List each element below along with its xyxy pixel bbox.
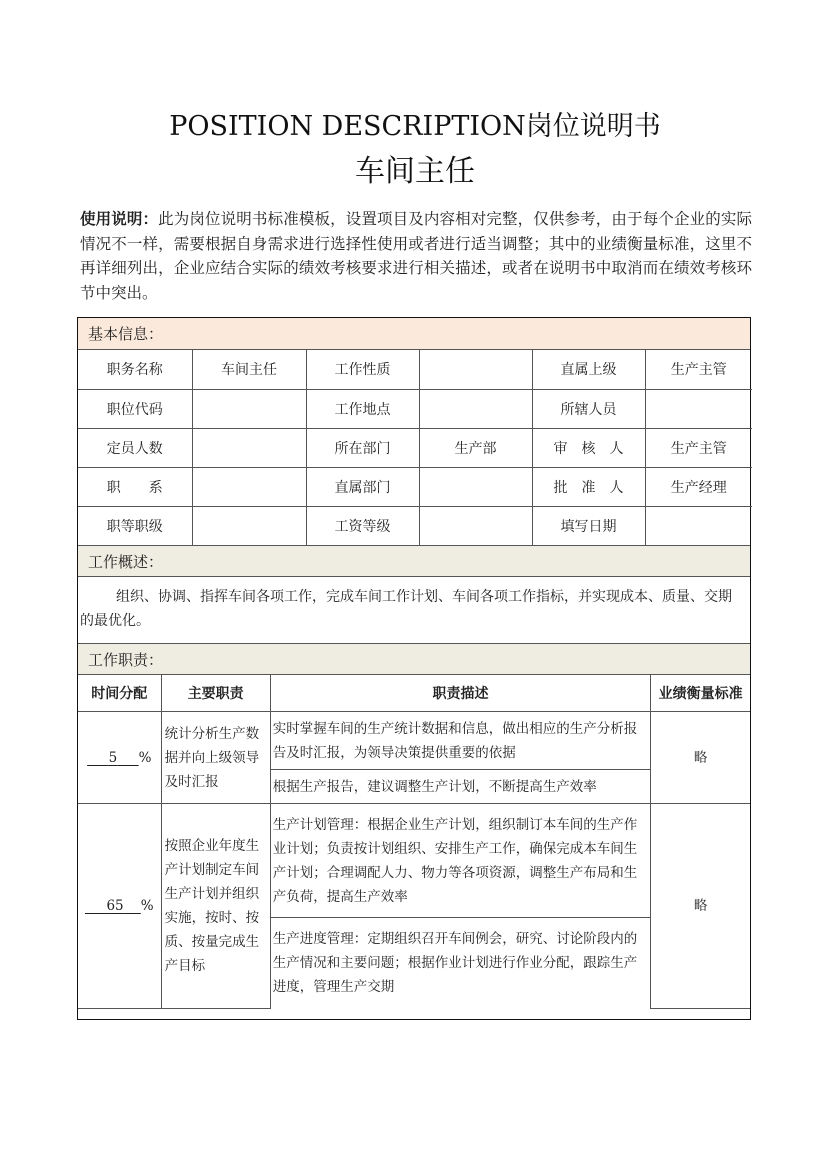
time-allocation: [78, 712, 161, 804]
duty-row: [78, 712, 750, 770]
info-label: 职 系: [78, 467, 192, 506]
info-label: 职位代码: [78, 389, 192, 428]
duty-row: [78, 804, 750, 918]
info-value: [192, 428, 306, 467]
usage-note: [80, 207, 752, 305]
duty-description: 实时掌握车间的生产统计数据和信息，做出相应的生产分析报告及时汇报，为领导决策提供重要的依据: [270, 712, 651, 770]
info-label: 所在部门: [306, 428, 419, 467]
duties-header-row: [78, 675, 750, 712]
info-value: [192, 506, 306, 545]
time-allocation: [78, 804, 161, 1009]
performance-standard: 略: [651, 712, 750, 804]
time-allocation-value: 5: [108, 749, 118, 766]
info-row: [78, 389, 752, 428]
duties-header: 工作职责：: [78, 643, 750, 675]
info-value: [645, 389, 752, 428]
info-label: 职等职级: [78, 506, 192, 545]
time-allocation-unit: %: [140, 898, 154, 914]
info-value: 生产主管: [645, 350, 752, 389]
info-value: [645, 506, 752, 545]
info-value: [192, 389, 306, 428]
info-row: [78, 506, 752, 545]
column-header-desc: 职责描述: [270, 675, 651, 712]
info-label: 审 核 人: [532, 428, 645, 467]
column-header-time: 时间分配: [78, 675, 161, 712]
overview-header: 工作概述：: [78, 545, 750, 577]
main-duty: 统计分析生产数据并向上级领导及时汇报: [161, 712, 270, 804]
usage-note-lead: 使用说明：: [80, 210, 159, 228]
info-row: [78, 428, 752, 467]
info-value: [419, 350, 532, 389]
basic-info-table: [78, 350, 752, 545]
performance-standard: 略: [651, 804, 750, 1009]
info-label: 工资等级: [306, 506, 419, 545]
info-value: [419, 389, 532, 428]
info-value: 生产经理: [645, 467, 752, 506]
position-form: [77, 317, 751, 1020]
overview-text: 组织、协调、指挥车间各项工作，完成车间工作计划、车间各项工作指标，并实现成本、质量、交期的最优化。: [80, 589, 732, 629]
info-value: [192, 467, 306, 506]
info-label: 直属部门: [306, 467, 419, 506]
info-label: 所辖人员: [532, 389, 645, 428]
position-name: 车间主任: [355, 154, 475, 189]
duty-description: 生产进度管理：定期组织召开车间例会，研究、讨论阶段内的生产情况和主要问题；根据作业计划进行作业分配，跟踪生产进度，管理生产交期: [270, 918, 651, 1009]
time-allocation-unit: %: [138, 749, 152, 766]
duty-description: 根据生产报告，建议调整生产计划，不断提高生产效率: [270, 770, 651, 804]
duty-description: 生产计划管理：根据企业生产计划，组织制订本车间的生产作业计划；负责按计划组织、安排生产工作，确保完成本车间生产计划；合理调配人力、物力等各项资源，调整生产布局和生产负荷，提高生产效率: [270, 804, 651, 918]
info-label: 填写日期: [532, 506, 645, 545]
info-value: [419, 467, 532, 506]
info-value: 生产主管: [645, 428, 752, 467]
info-value: [419, 506, 532, 545]
info-label: 定员人数: [78, 428, 192, 467]
basic-info-header: 基本信息：: [78, 318, 750, 350]
duties-table: [78, 675, 750, 1009]
document-title: POSITION DESCRIPTION岗位说明书: [169, 111, 661, 142]
time-allocation-value: 65: [106, 898, 124, 914]
info-label: 职务名称: [78, 350, 192, 389]
info-row: [78, 467, 752, 506]
info-value: 生产部: [419, 428, 532, 467]
column-header-perf: 业绩衡量标准: [651, 675, 750, 712]
main-duty: 按照企业年度生产计划制定车间生产计划并组织实施，按时、按质、按量完成生产目标: [161, 804, 270, 1009]
usage-note-text: 此为岗位说明书标准模板，设置项目及内容相对完整，仅供参考，由于每个企业的实际情况不一样，需要根据自身需求进行选择性使用或者进行适当调整；其中的业绩衡量标准，这里不再详细列出，企业应结合实际的绩效考核要求进行相关描述，或者在说明书中取消而在绩效考核环节中突出。: [80, 210, 752, 302]
column-header-main: 主要职责: [161, 675, 270, 712]
info-label: 工作性质: [306, 350, 419, 389]
info-label: 工作地点: [306, 389, 419, 428]
info-label: 直属上级: [532, 350, 645, 389]
info-label: 批 准 人: [532, 467, 645, 506]
info-value: 车间主任: [192, 350, 306, 389]
info-row: [78, 350, 752, 389]
